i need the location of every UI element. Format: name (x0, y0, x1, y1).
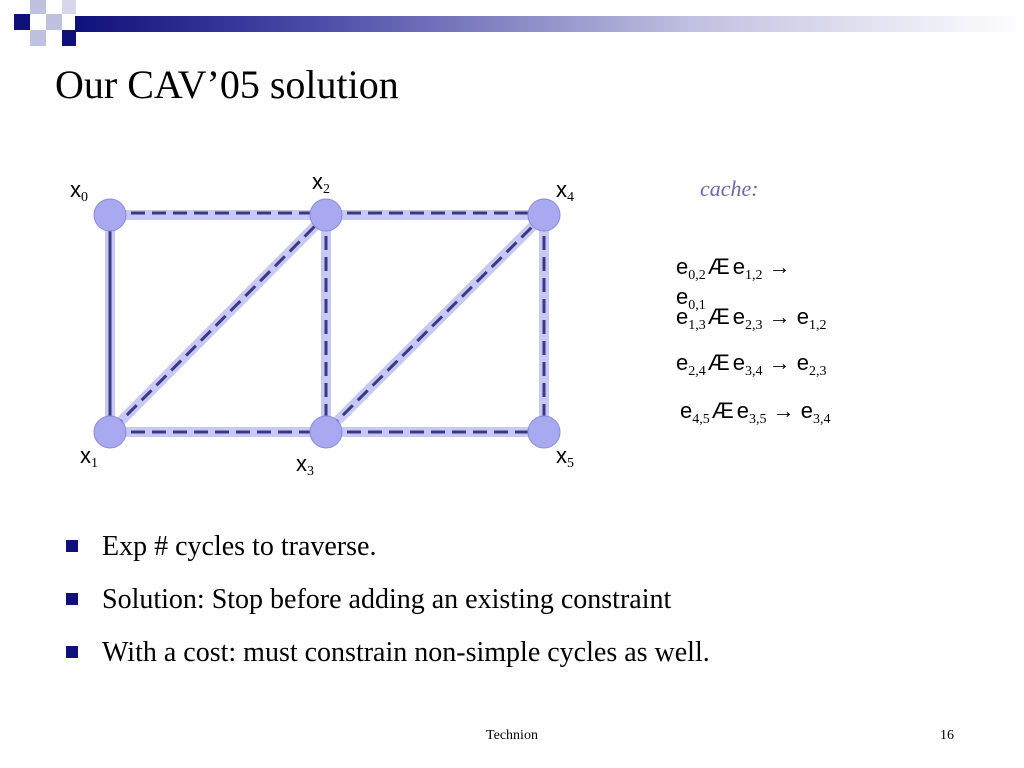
rule-term: e (732, 304, 745, 329)
arrow-icon: → (768, 304, 791, 329)
page-number: 16 (940, 728, 954, 743)
vertex-subscript: 2 (323, 182, 330, 197)
vertex-subscript: 3 (307, 464, 314, 479)
rule-term: e (796, 304, 809, 329)
arrow-icon: → (768, 350, 791, 375)
rule-subscript: 3,4 (745, 364, 763, 379)
rule-subscript: 0,2 (688, 268, 706, 283)
bullet-item (66, 573, 710, 626)
cache-rule (680, 398, 831, 433)
vertex-label-x4 (556, 178, 574, 210)
vertex-label-x3 (296, 452, 314, 484)
bullet-list (66, 520, 710, 679)
rule-operator: Æ (711, 398, 734, 423)
arrow-icon: → (768, 254, 791, 279)
vertex-name: x (80, 443, 91, 468)
edge-x1-x2 (112, 215, 326, 430)
rule-operator: Æ (707, 304, 730, 329)
cache-label: cache: (700, 176, 759, 201)
rule-subscript: 4,5 (692, 412, 710, 427)
bullet-item (66, 626, 710, 679)
rule-subscript: 3,5 (749, 412, 767, 427)
rule-term: e (732, 350, 745, 375)
edge-x3-x4 (328, 215, 544, 430)
vertex-subscript: 5 (567, 456, 574, 471)
rule-term: e (796, 350, 809, 375)
vertex-name: x (312, 169, 323, 194)
rule-term: e (676, 284, 689, 309)
vertex-label-x5 (556, 444, 574, 476)
vertex-subscript: 0 (81, 190, 88, 205)
bullet-text: Solution: Stop before adding an existing constraint (102, 584, 672, 615)
rule-subscript: 2,4 (688, 364, 706, 379)
bullet-square-icon (66, 593, 78, 605)
bullet-text: With a cost: must constrain non-simple cycles as well. (102, 637, 710, 668)
rule-subscript: 2,3 (745, 318, 763, 333)
bullet-item (66, 520, 710, 573)
cache-rule (676, 304, 827, 339)
vertex-label-x1 (80, 444, 98, 476)
vertex-name: x (556, 443, 567, 468)
node-x0 (94, 199, 126, 231)
vertex-subscript: 1 (91, 456, 98, 471)
bullet-text: Exp # cycles to traverse. (102, 531, 377, 562)
node-x3 (310, 416, 342, 448)
rule-operator: Æ (707, 254, 730, 279)
rule-subscript: 1,3 (688, 318, 706, 333)
rule-term: e (736, 398, 749, 423)
rule-subscript: 0,1 (688, 298, 706, 313)
node-x2 (310, 199, 342, 231)
vertex-name: x (70, 177, 81, 202)
node-x1 (94, 416, 126, 448)
vertex-subscript: 4 (567, 190, 574, 205)
rule-subscript: 2,3 (809, 364, 827, 379)
vertex-label-x0 (70, 178, 88, 210)
bullet-square-icon (66, 646, 78, 658)
bullet-square-icon (66, 540, 78, 552)
rule-subscript: 3,4 (813, 412, 831, 427)
rule-operator: Æ (707, 350, 730, 375)
rule-term: e (800, 398, 813, 423)
vertex-name: x (296, 451, 307, 476)
rule-term: e (676, 350, 689, 375)
rule-subscript: 1,2 (745, 268, 763, 283)
rule-term: e (676, 254, 689, 279)
rule-term: e (676, 304, 689, 329)
arrow-icon: → (772, 398, 795, 423)
rule-subscript: 1,2 (809, 318, 827, 333)
cache-rule (676, 350, 827, 385)
slide-title: Our CAV’05 solution (55, 62, 399, 107)
vertex-name: x (556, 177, 567, 202)
footer-institution: Technion (486, 728, 538, 743)
vertex-label-x2 (312, 170, 330, 202)
rule-term: e (680, 398, 693, 423)
rule-term: e (732, 254, 745, 279)
